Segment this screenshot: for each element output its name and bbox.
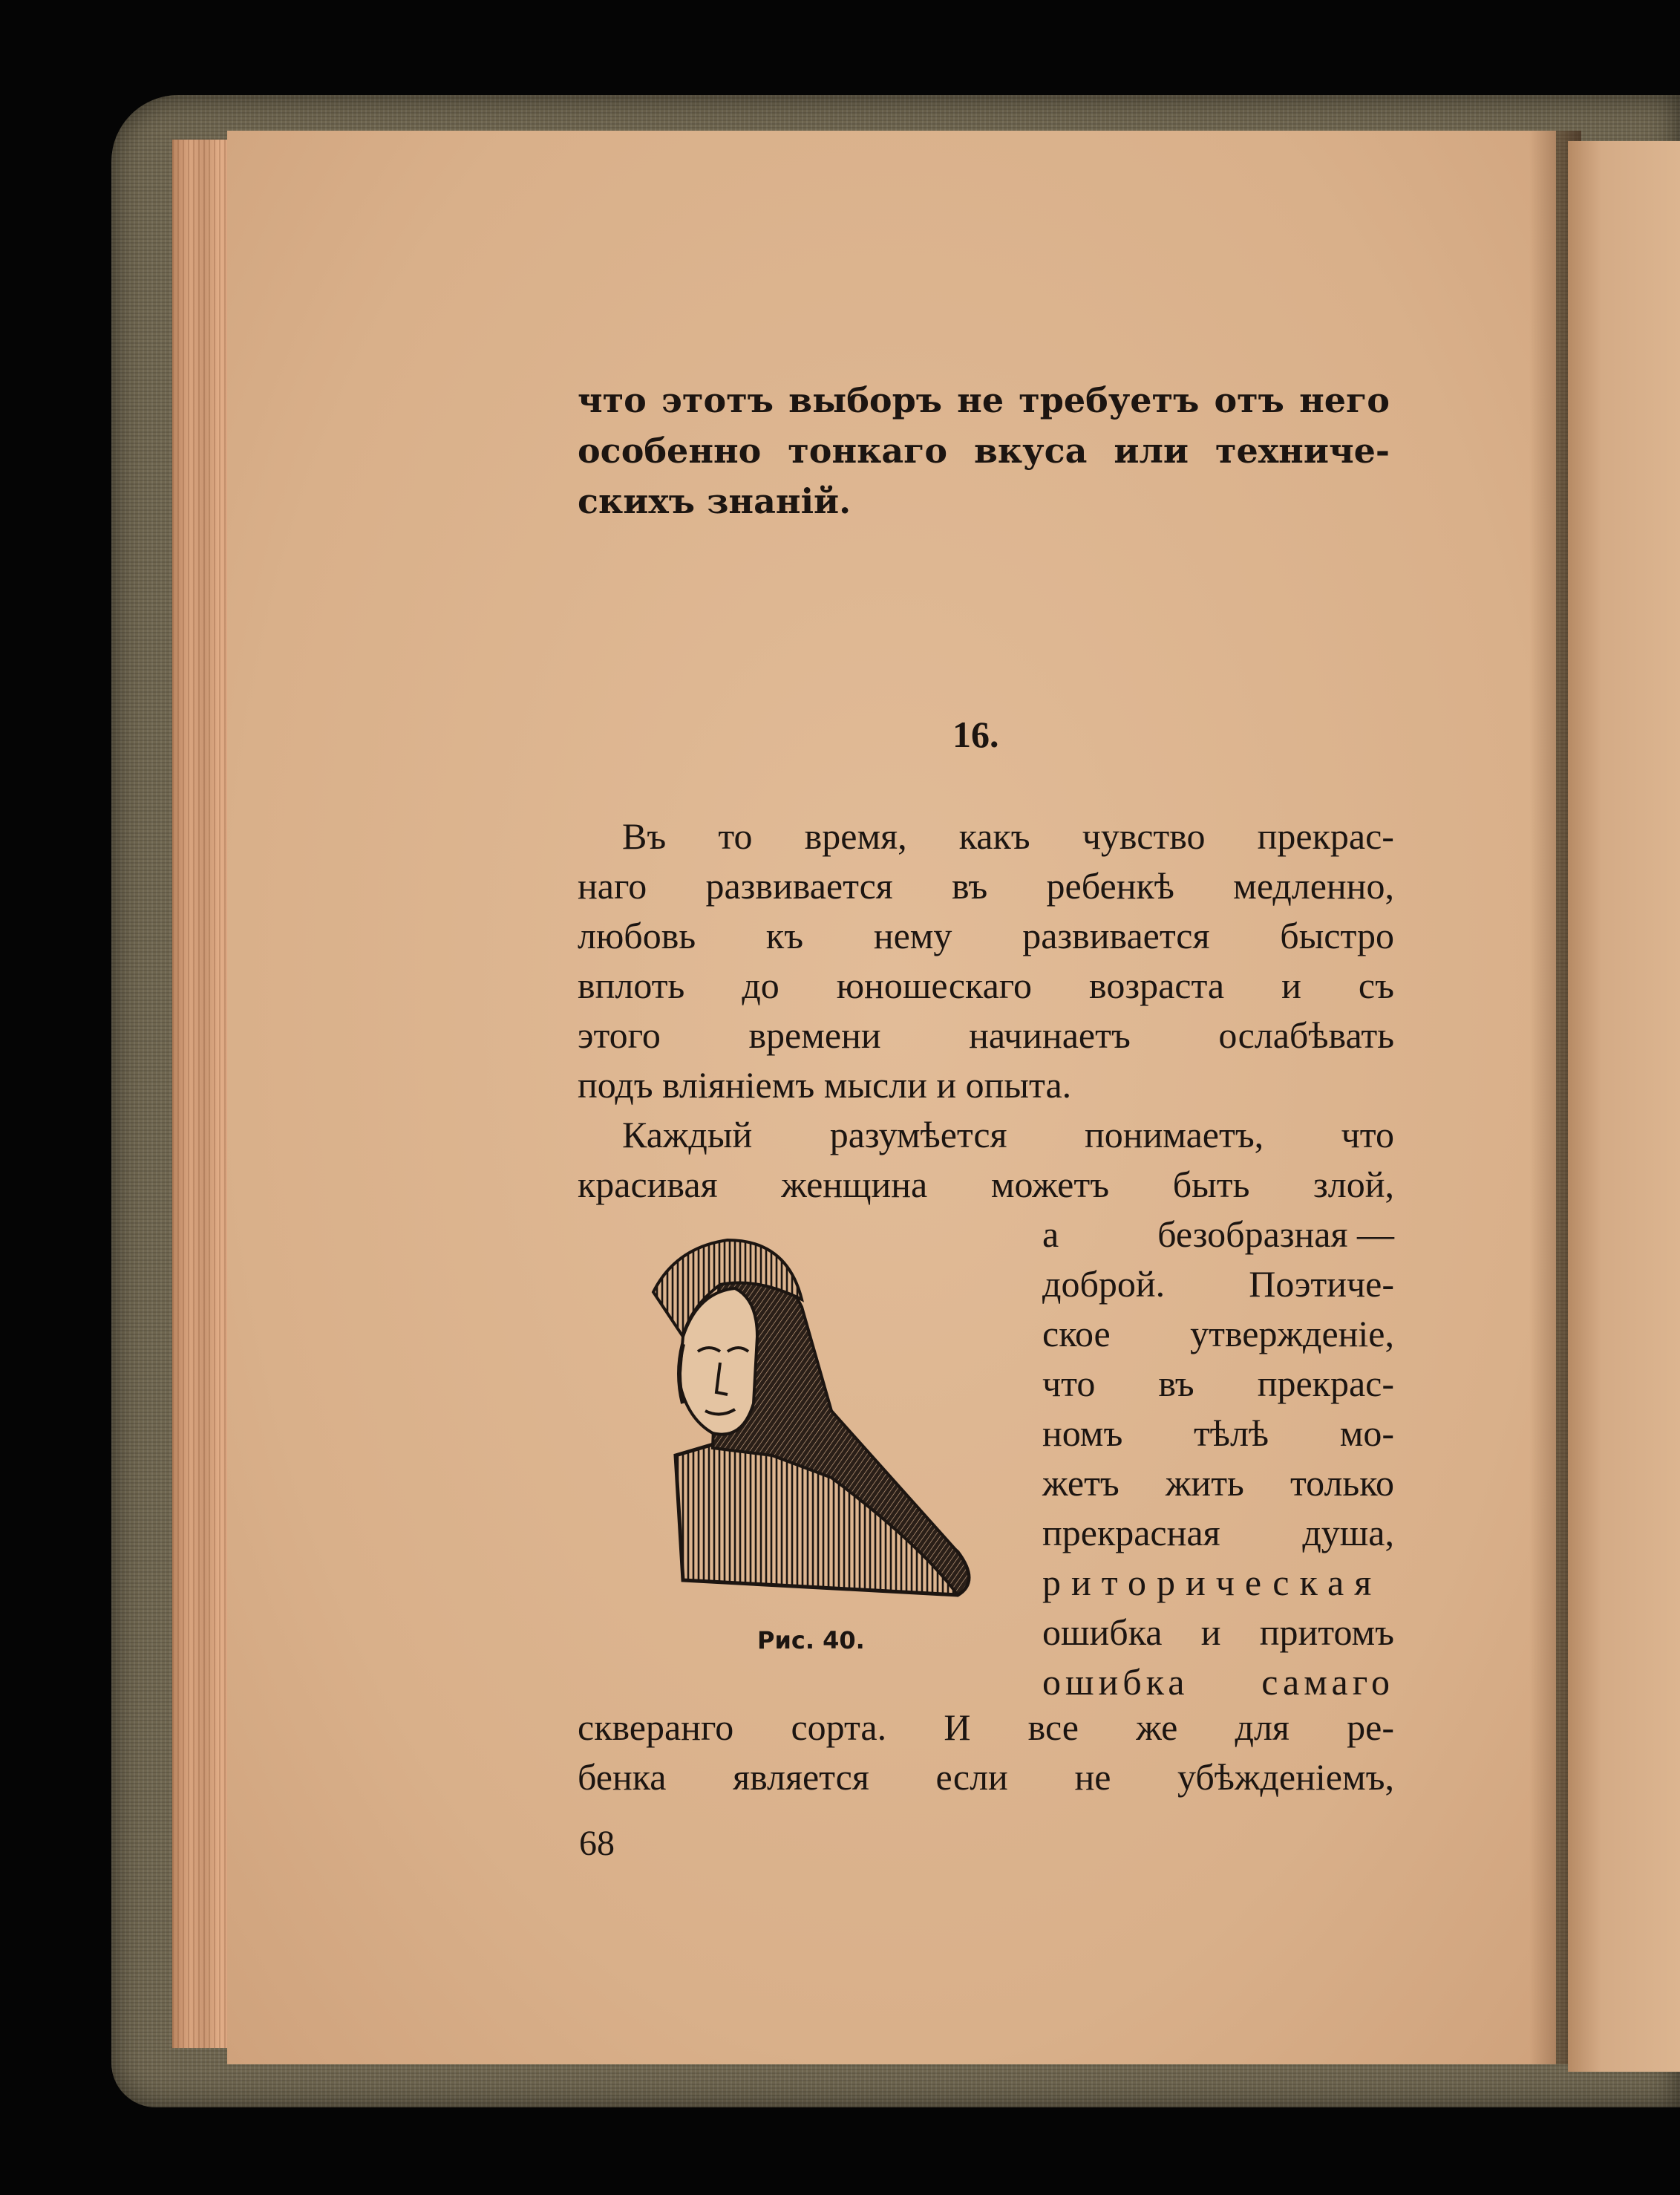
word: скверанго (578, 1706, 734, 1748)
word: красивая (578, 1164, 718, 1205)
word: любовь (578, 915, 696, 956)
word: то (718, 815, 753, 857)
text-line (578, 375, 1390, 425)
word: номъ (1042, 1412, 1123, 1454)
text-line (578, 1703, 1394, 1752)
word: быстро (1280, 915, 1394, 956)
text-line (578, 1752, 1394, 1802)
word: душа, (1302, 1512, 1394, 1553)
word: наго (578, 865, 647, 907)
word: выборъ (788, 380, 943, 420)
word: убѣжденіемъ, (1177, 1756, 1394, 1798)
word: этого (578, 1014, 661, 1056)
word: утвержденіе, (1190, 1313, 1394, 1354)
text-line (578, 1011, 1394, 1060)
figure-caption: Рис. 40. (757, 1626, 865, 1654)
word: въ (1158, 1363, 1194, 1404)
text-line: скихъ знаній. (578, 481, 852, 521)
word: же (1136, 1706, 1178, 1748)
text-line: риторическая (1042, 1562, 1382, 1603)
word: бенка (578, 1756, 667, 1798)
word: злой, (1313, 1164, 1394, 1205)
word: ре- (1347, 1706, 1394, 1748)
bust-illustration (609, 1233, 995, 1619)
text-line (622, 812, 1394, 861)
word: вкуса (973, 431, 1088, 471)
text-line (578, 425, 1390, 476)
word: доброй. (1042, 1263, 1166, 1305)
word: что (1042, 1363, 1096, 1404)
word: можетъ (990, 1164, 1110, 1205)
word: не (957, 380, 1004, 420)
word: быть (1172, 1164, 1250, 1205)
word: ошибка (1042, 1661, 1189, 1703)
word: жить (1165, 1462, 1244, 1504)
word: техниче- (1215, 431, 1390, 471)
word: И (944, 1706, 971, 1748)
page-edges (172, 140, 232, 2048)
word: является (733, 1756, 869, 1798)
text-line (1042, 1259, 1394, 1309)
text-line: подъ вліяніемъ мысли и опыта. (578, 1064, 1072, 1106)
text-line (578, 911, 1394, 961)
word: этотъ (661, 380, 774, 420)
word: прекрас- (1257, 815, 1394, 857)
text-line (1042, 1657, 1394, 1707)
text-line (1042, 1210, 1394, 1259)
word: особенно (578, 431, 762, 471)
word: и (1200, 1611, 1221, 1653)
word: безобразная — (1157, 1213, 1394, 1255)
word: нему (873, 915, 952, 956)
text-line (1042, 1508, 1394, 1558)
word: и (1281, 965, 1301, 1006)
word: отъ (1214, 380, 1284, 420)
word: чувство (1082, 815, 1206, 857)
word: ребенкѣ (1046, 865, 1174, 907)
word: только (1290, 1462, 1394, 1504)
word: прекрасная (1042, 1512, 1220, 1553)
word: возраста (1089, 965, 1225, 1006)
text-line (622, 1110, 1394, 1160)
word: ошибка (1042, 1611, 1163, 1653)
word: вплоть (578, 965, 685, 1006)
word: Поэтиче- (1249, 1263, 1394, 1305)
word: или (1114, 431, 1189, 471)
word: понимаетъ, (1085, 1114, 1264, 1155)
text-line (578, 961, 1394, 1011)
word: не (1074, 1756, 1111, 1798)
text-line (1042, 1359, 1394, 1409)
word: начинаетъ (969, 1014, 1131, 1056)
word: притомъ (1259, 1611, 1394, 1653)
word: до (742, 965, 779, 1006)
text-line (578, 861, 1394, 911)
word: ское (1042, 1313, 1111, 1354)
word: все (1027, 1706, 1079, 1748)
word: ослабѣвать (1218, 1014, 1394, 1056)
word: что (578, 380, 647, 420)
section-number: 16. (952, 714, 999, 755)
word: прекрас- (1257, 1363, 1394, 1404)
word: юношескаго (836, 965, 1033, 1006)
text-line (578, 1160, 1394, 1210)
word: разумѣется (829, 1114, 1007, 1155)
word: Каждый (622, 1114, 753, 1155)
word: сорта. (791, 1706, 887, 1748)
word: какъ (958, 815, 1030, 857)
word: къ (765, 915, 804, 956)
text-line (1042, 1458, 1394, 1508)
word: если (935, 1756, 1008, 1798)
word: медленно, (1233, 865, 1394, 907)
text-line (1042, 1309, 1394, 1359)
word: а (1042, 1213, 1059, 1255)
word: него (1299, 380, 1390, 420)
word: времени (748, 1014, 881, 1056)
word: жетъ (1042, 1462, 1120, 1504)
word: развивается (705, 865, 893, 907)
word: что (1341, 1114, 1394, 1155)
page-number: 68 (579, 1824, 615, 1863)
word: самаго (1261, 1661, 1394, 1703)
word: развивается (1022, 915, 1210, 956)
word: время, (804, 815, 907, 857)
word: женщина (781, 1164, 928, 1205)
facing-page-edge (1568, 141, 1680, 2072)
word: для (1235, 1706, 1290, 1748)
word: требуетъ (1019, 380, 1200, 420)
word: съ (1358, 965, 1394, 1006)
text-line (1042, 1608, 1394, 1657)
word: въ (952, 865, 988, 907)
word: Въ (622, 815, 667, 857)
text-line (1042, 1409, 1394, 1458)
word: мо- (1339, 1412, 1394, 1454)
word: тѣлѣ (1193, 1412, 1269, 1454)
word: тонкаго (788, 431, 948, 471)
